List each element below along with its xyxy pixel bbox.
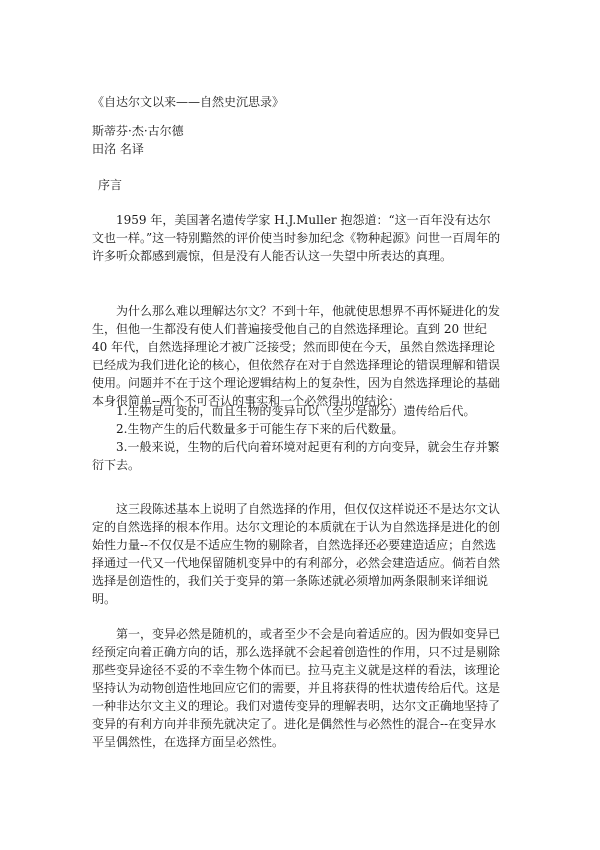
numbered-list [92, 402, 502, 474]
list-item: 1.生物是可变的，而且生物的变异可以（至少是部分）遗传给后代。 [116, 404, 476, 418]
list-item: 2.生物产生的后代数量多于可能生存下来的后代数量。 [116, 422, 404, 436]
book-title: 《自达尔文以来——自然史沉思录》 [92, 95, 285, 109]
translator-name: 田洺 名译 [92, 142, 144, 156]
preface-heading: 序言 [98, 178, 123, 192]
paragraph: 这三段陈述基本上说明了自然选择的作用，但仅仅这样说还不是达尔文认定的自然选择的根本作用。达尔文理论的本质就在于认为自然选择是进化的创始性力量--不仅仅是不适应生物的剔除者，自然选择还必要建造适应；自然选择通过一代又一代地保留随机变异中的有利部分，必然会建造适应。倘若自然选择是创造性的，我们关于变异的第一条陈述就必须增加两条限制来详细说明。 [92, 502, 501, 606]
paragraph: 1959 年，美国著名遗传学家 H.J.Muller 抱怨道：“这一百年没有达尔文也一样。”这一特别黯然的评价使当时参加纪念《物种起源》问世一百周年的许多听众都感到震惊，但是没有人能否认这一失望中所表达的真理。 [92, 213, 501, 263]
author-name: 斯蒂芬·杰·古尔德 [92, 124, 184, 138]
paragraph: 为什么那么难以理解达尔文？不到十年，他就使思想界不再怀疑进化的发生，但他一生都没有使人们普遍接受他自己的自然选择理论。直到 20 世纪 40 年代，自然选择理论才被广泛接受；然而即使在今天，虽然自然选择理论已经成为我们进化论的核心，但依然存在对于自然选择理论的错误理解和错误使用。问题并不在于这个理论逻辑结构上的复杂性，因为自然选择理论的基础本身很简单--两个不可否认的事实和一个必然得出的结论： [92, 304, 501, 408]
paragraph: 第一，变异必然是随机的，或者至少不会是向着适应的。因为假如变异已经预定向着正确方向的话，那么选择就不会起着创造性的作用，只不过是剔除那些变异途径不妥的不幸生物个体而已。拉马克主义就是这样的看法，该理论坚持认为动物创造性地回应它们的需要，并且将获得的性状遗传给后代。这是一种非达尔文主义的理论。我们对遗传变异的理解表明，达尔文正确地坚持了变异的有利方向并非预先就决定了。进化是偶然性与必然性的混合--在变异水平呈偶然性，在选择方面呈必然性。 [92, 627, 501, 749]
list-item: 3.一般来说，生物的后代向着环境对起更有利的方向变异，就会生存并繁衍下去。 [92, 440, 500, 472]
